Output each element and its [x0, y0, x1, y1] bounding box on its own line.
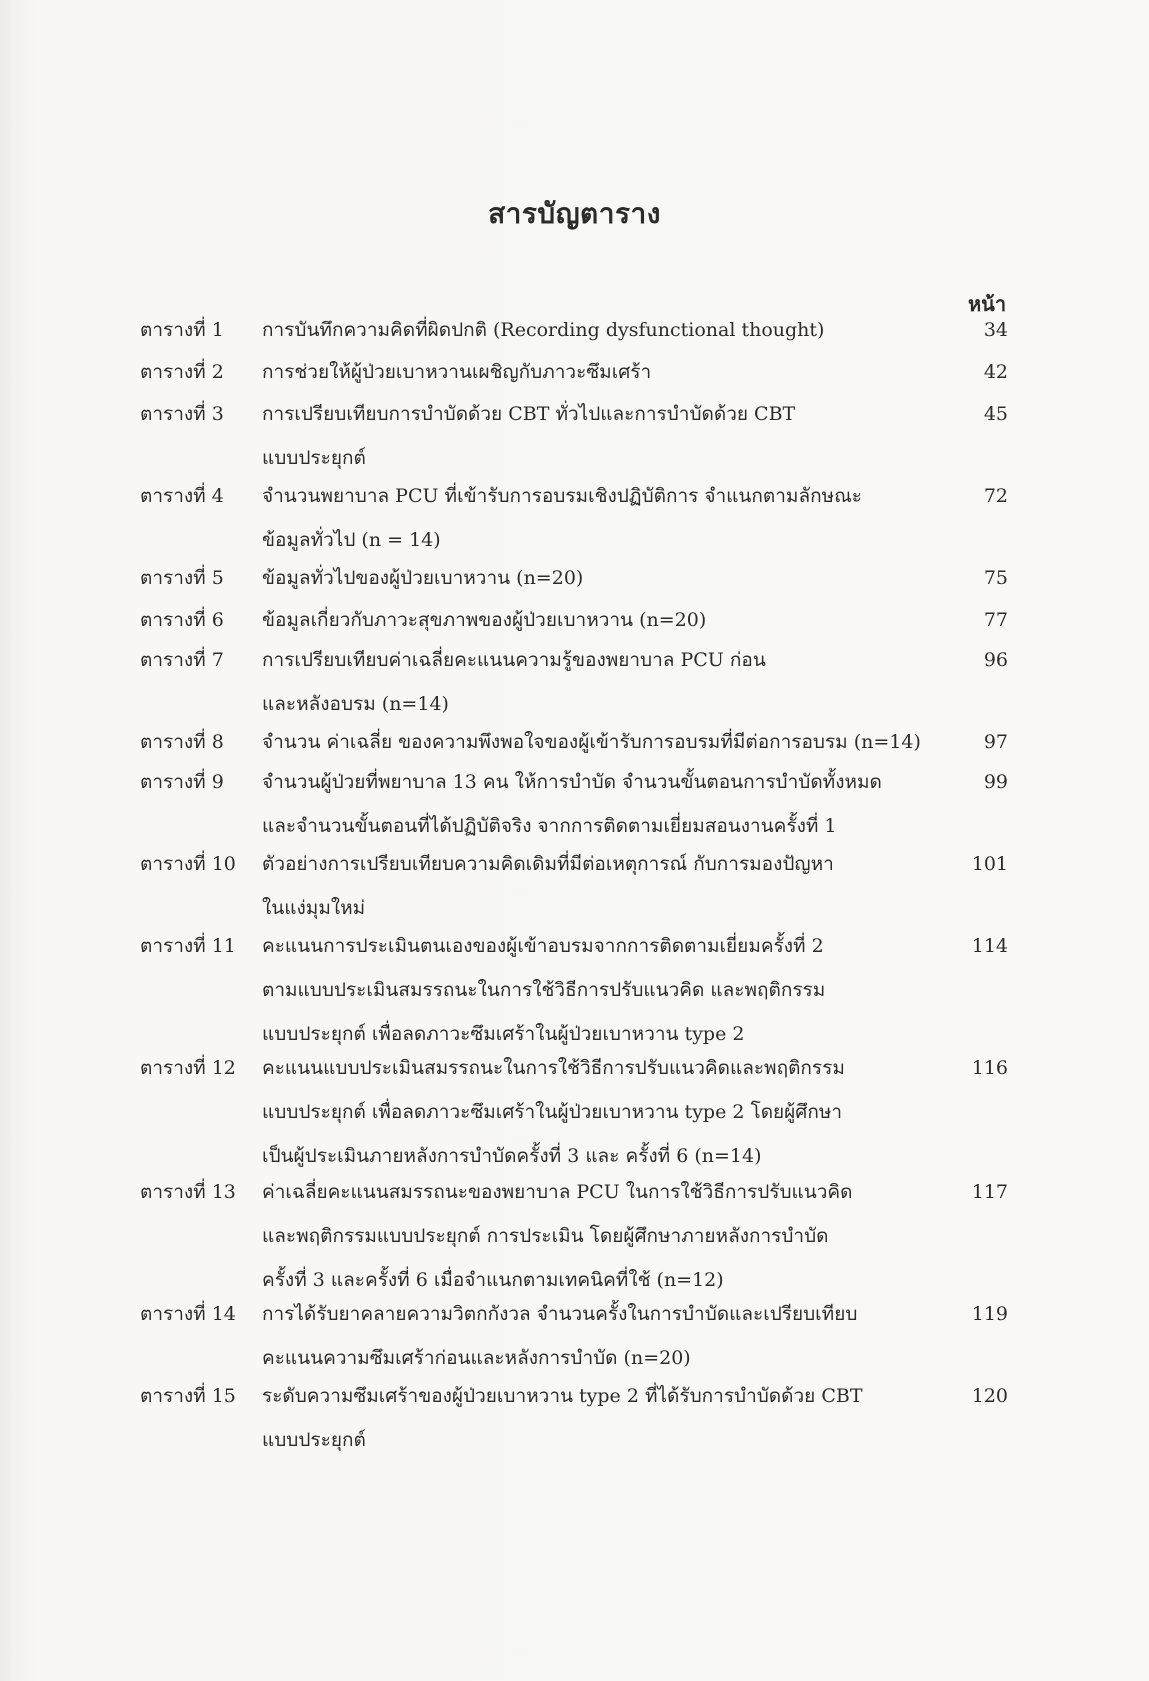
toc-entry-line: ข้อมูลทั่วไป (n = 14) — [262, 529, 441, 551]
toc-entry-description — [262, 1292, 952, 1380]
page-title: สารบัญตาราง — [488, 197, 661, 230]
toc-entry-line: ครั้งที่ 3 และครั้งที่ 6 เมื่อจำแนกตามเทคนิคที่ใช้ (n=12) — [262, 1269, 724, 1291]
toc-entry-page-number: 119 — [971, 1303, 1008, 1325]
toc-entry-label: ตารางที่ 8 — [140, 731, 224, 753]
toc-entry-description — [262, 760, 952, 848]
toc-entry-description — [262, 1374, 952, 1462]
toc-entry-line: แบบประยุกต์ เพื่อลดภาวะซึมเศร้าในผู้ป่วยเบาหวาน type 2 โดยผู้ศึกษา — [262, 1101, 843, 1123]
toc-entry-description — [262, 720, 952, 764]
toc-entry-page-number: 99 — [983, 771, 1008, 793]
toc-entry-description — [262, 638, 952, 726]
toc-entry-line: และพฤติกรรมแบบประยุกต์ การประเมิน โดยผู้ศึกษาภายหลังการบำบัด — [262, 1225, 829, 1247]
toc-entry-label: ตารางที่ 7 — [140, 649, 224, 671]
toc-entry-label: ตารางที่ 6 — [140, 609, 224, 631]
toc-entry-description — [262, 924, 952, 1056]
toc-entry-description — [262, 1170, 952, 1302]
toc-entry-line: ตามแบบประเมินสมรรถนะในการใช้วิธีการปรับแนวคิด และพฤติกรรม — [262, 979, 826, 1001]
toc-entry-label: ตารางที่ 15 — [140, 1385, 236, 1407]
toc-entry-line: แบบประยุกต์ — [262, 1429, 366, 1451]
toc-entry-page-number: 101 — [971, 853, 1008, 875]
toc-entry-line: จำนวน ค่าเฉลี่ย ของความพึงพอใจของผู้เข้ารับการอบรมที่มีต่อการอบรม (n=14) — [262, 731, 921, 753]
toc-entry-label: ตารางที่ 4 — [140, 485, 224, 507]
toc-entry-line: การเปรียบเทียบค่าเฉลี่ยคะแนนความรู้ของพยาบาล PCU ก่อน — [262, 649, 766, 671]
toc-entry-line: และหลังอบรม (n=14) — [262, 693, 449, 715]
toc-entry-label: ตารางที่ 10 — [140, 853, 236, 875]
toc-entry-label: ตารางที่ 9 — [140, 771, 224, 793]
toc-entry-label: ตารางที่ 2 — [140, 361, 224, 383]
toc-entry-page-number: 77 — [983, 609, 1008, 631]
toc-entry-line: คะแนนความซึมเศร้าก่อนและหลังการบำบัด (n=20) — [262, 1347, 691, 1369]
toc-entry-line: และจำนวนขั้นตอนที่ได้ปฏิบัติจริง จากการติดตามเยี่ยมสอนงานครั้งที่ 1 — [262, 815, 837, 837]
toc-entry-description — [262, 598, 952, 642]
toc-entry-label: ตารางที่ 12 — [140, 1057, 236, 1079]
toc-entry-line: ค่าเฉลี่ยคะแนนสมรรถนะของพยาบาล PCU ในการใช้วิธีการปรับแนวคิด — [262, 1181, 853, 1203]
toc-entry-line: การบันทึกความคิดที่ผิดปกติ (Recording dysfunctional thought) — [262, 319, 825, 341]
toc-entry-description — [262, 1046, 952, 1178]
toc-entry-line: การเปรียบเทียบการบำบัดด้วย CBT ทั่วไปและการบำบัดด้วย CBT — [262, 403, 796, 425]
toc-entry-line: คะแนนแบบประเมินสมรรถนะในการใช้วิธีการปรับแนวคิดและพฤติกรรม — [262, 1057, 845, 1079]
toc-entry-line: คะแนนการประเมินตนเองของผู้เข้าอบรมจากการติดตามเยี่ยมครั้งที่ 2 — [262, 935, 824, 957]
toc-entry-line: ข้อมูลเกี่ยวกับภาวะสุขภาพของผู้ป่วยเบาหวาน (n=20) — [262, 609, 707, 631]
toc-entry-label: ตารางที่ 5 — [140, 567, 224, 589]
toc-entry-description — [262, 308, 952, 352]
toc-entry-description — [262, 474, 952, 562]
toc-entry-line: แบบประยุกต์ เพื่อลดภาวะซึมเศร้าในผู้ป่วยเบาหวาน type 2 — [262, 1023, 745, 1045]
toc-entry-label: ตารางที่ 14 — [140, 1303, 236, 1325]
toc-entry-line: ตัวอย่างการเปรียบเทียบความคิดเดิมที่มีต่อเหตุการณ์ กับการมองปัญหา — [262, 853, 834, 875]
toc-entry-page-number: 97 — [983, 731, 1008, 753]
toc-entry-description — [262, 350, 952, 394]
toc-entry-page-number: 72 — [983, 485, 1008, 507]
toc-entry-line: ข้อมูลทั่วไปของผู้ป่วยเบาหวาน (n=20) — [262, 567, 584, 589]
toc-entry-line: ระดับความซึมเศร้าของผู้ป่วยเบาหวาน type 2 ที่ได้รับการบำบัดด้วย CBT — [262, 1385, 863, 1407]
toc-entry-label: ตารางที่ 11 — [140, 935, 236, 957]
toc-entry-line: เป็นผู้ประเมินภายหลังการบำบัดครั้งที่ 3 และ ครั้งที่ 6 (n=14) — [262, 1145, 762, 1167]
toc-entry-label: ตารางที่ 13 — [140, 1181, 236, 1203]
toc-entry-line: แบบประยุกต์ — [262, 447, 366, 469]
toc-entry-description — [262, 842, 952, 930]
toc-entry-page-number: 117 — [971, 1181, 1008, 1203]
toc-entry-description — [262, 556, 952, 600]
toc-entry-page-number: 120 — [971, 1385, 1008, 1407]
toc-entry-line: จำนวนพยาบาล PCU ที่เข้ารับการอบรมเชิงปฏิบัติการ จำแนกตามลักษณะ — [262, 485, 862, 507]
toc-entry-page-number: 114 — [971, 935, 1008, 957]
toc-entry-line: ในแง่มุมใหม่ — [262, 897, 366, 919]
toc-entry-label: ตารางที่ 1 — [140, 319, 224, 341]
toc-entry-page-number: 34 — [983, 319, 1008, 341]
toc-entry-page-number: 45 — [983, 403, 1008, 425]
toc-entry-label: ตารางที่ 3 — [140, 403, 224, 425]
toc-entry-line: การช่วยให้ผู้ป่วยเบาหวานเผชิญกับภาวะซึมเศร้า — [262, 361, 652, 383]
toc-entry-page-number: 96 — [983, 649, 1008, 671]
toc-entry-page-number: 116 — [971, 1057, 1008, 1079]
toc-entry-page-number: 75 — [983, 567, 1008, 589]
toc-entry-line: การได้รับยาคลายความวิตกกังวล จำนวนครั้งในการบำบัดและเปรียบเทียบ — [262, 1303, 858, 1325]
toc-entry-page-number: 42 — [983, 361, 1008, 383]
page-column-header: หน้า — [968, 292, 1007, 316]
toc-entry-description — [262, 392, 952, 480]
toc-entry-line: จำนวนผู้ป่วยที่พยาบาล 13 คน ให้การบำบัด จำนวนขั้นตอนการบำบัดทั้งหมด — [262, 771, 882, 793]
